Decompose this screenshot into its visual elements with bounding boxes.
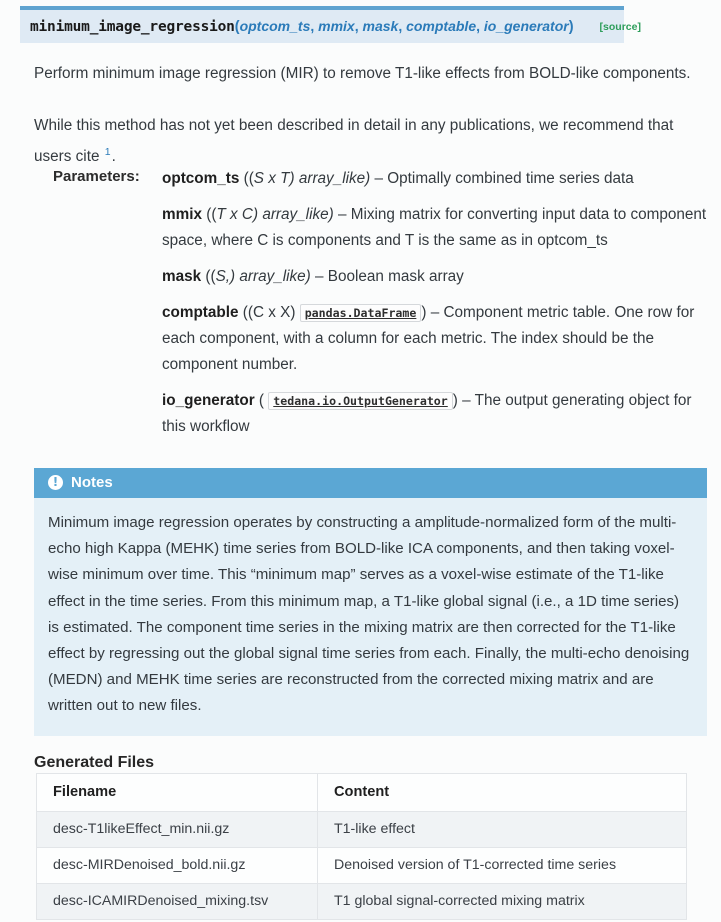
table-row <box>37 848 687 884</box>
table-row <box>37 884 687 920</box>
parameter-description: Mixing matrix for converting input data to component space, where C is components and T is the same as in optcom_ts <box>162 206 707 249</box>
parameter-item-io-generator <box>162 388 710 440</box>
parameter-type: ((S x T) array_like) <box>243 170 371 187</box>
parameter-description: Component metric table. One row for each component, with a column for each metric. The index should be the component number. <box>162 304 695 373</box>
description-paragraph-2-period: . <box>111 148 116 166</box>
parameter-item-mmix <box>162 202 710 254</box>
info-circle-icon: ! <box>48 475 63 490</box>
signature-separator: , <box>354 18 363 34</box>
cell-content: T1 global signal-corrected mixing matrix <box>318 884 687 920</box>
notes-admonition-body: Minimum image regression operates by constructing a amplitude-normalized form of the multi-echo high Kappa (MEHK) time series from BOLD-like ICA components, and then taking voxel-wise minimum over time. This “minimum map” serves as a voxel-wise estimate of the T1-like effect in the time series. From this minimum map, a T1-like global signal (i.e., a 1D time series) is estimated. The component time series in the mixing matrix are then corrected for the T1-like effect by regressing out the global signal time series from each. Finally, the multi-echo denoising (MEDN) and MEHK time series are reconstructed from the corrected mixing matrix and are written out to new files. <box>48 514 690 715</box>
parameter-item-comptable <box>162 300 710 378</box>
parameter-name: optcom_ts <box>162 170 240 187</box>
signature-close-paren: ) <box>568 19 574 35</box>
cell-filename: desc-T1likeEffect_min.nii.gz <box>37 812 318 848</box>
description-paragraph-2-text: While this method has not yet been described in detail in any publications, we recommend that users cite <box>34 117 674 166</box>
function-name: minimum_image_regression <box>30 19 235 35</box>
notes-admonition <box>34 468 707 736</box>
description-paragraph-2 <box>34 113 710 170</box>
column-header-filename: Filename <box>37 774 318 812</box>
parameter-item-optcom-ts <box>162 166 710 192</box>
table-head <box>37 774 687 812</box>
description-paragraph-1: Perform minimum image regression (MIR) to remove T1-like effects from BOLD-like components. <box>34 65 691 83</box>
signature-param-io-generator: io_generator <box>483 18 569 34</box>
parameter-name: io_generator <box>162 392 255 409</box>
parameter-type: ((T x C) array_like) <box>206 206 334 223</box>
parameter-type-close: ) <box>421 304 427 321</box>
parameter-type-close: ) <box>452 392 458 409</box>
parameter-name: comptable <box>162 304 239 321</box>
parameter-type: ((S,) array_like) <box>205 268 311 285</box>
cell-filename: desc-ICAMIRDenoised_mixing.tsv <box>37 884 318 920</box>
signature-param-optcom-ts: optcom_ts <box>239 18 311 34</box>
parameter-description: The output generating object for this workflow <box>162 392 692 435</box>
parameters-list <box>162 166 710 440</box>
footnote-reference-1[interactable]: 1 <box>104 146 111 159</box>
parameter-description: Boolean mask array <box>327 268 464 285</box>
parameter-dash: – <box>337 206 347 223</box>
parameter-dash: – <box>430 304 440 321</box>
parameter-dash: – <box>374 170 384 187</box>
parameter-type-open: ( <box>258 392 265 409</box>
column-header-content: Content <box>318 774 687 812</box>
cell-filename: desc-MIRDenoised_bold.nii.gz <box>37 848 318 884</box>
parameter-dash: – <box>315 268 324 285</box>
table-row <box>37 812 687 848</box>
cell-content: Denoised version of T1-corrected time series <box>318 848 687 884</box>
signature-param-mask: mask <box>362 18 399 34</box>
generated-files-table <box>36 773 687 920</box>
parameters-section <box>34 166 710 440</box>
parameter-name: mask <box>162 268 202 285</box>
code-reference-pandas-dataframe[interactable]: pandas.DataFrame <box>300 304 422 322</box>
code-reference-tedana-outputgenerator[interactable]: tedana.io.OutputGenerator <box>268 392 453 410</box>
signature-separator: , <box>398 18 407 34</box>
signature-separator: , <box>476 18 484 34</box>
notes-admonition-title <box>34 468 707 498</box>
parameter-type-open: ((C x X) <box>242 304 296 321</box>
generated-files-heading: Generated Files <box>34 754 155 771</box>
signature-separator: , <box>310 18 319 34</box>
signature-param-mmix: mmix <box>318 18 355 34</box>
function-signature <box>20 6 641 43</box>
source-link[interactable]: [source] <box>599 21 641 33</box>
parameter-dash: – <box>462 392 471 409</box>
table-body <box>37 812 687 920</box>
parameter-name: mmix <box>162 206 202 223</box>
signature-param-comptable: comptable <box>406 18 477 34</box>
notes-title-text: Notes <box>71 474 113 491</box>
table-header-row <box>37 774 687 812</box>
parameter-description: Optimally combined time series data <box>387 170 634 187</box>
parameter-item-mask <box>162 264 710 290</box>
signature-open-paren: ( <box>234 19 240 35</box>
parameters-label: Parameters: <box>53 168 140 185</box>
cell-content: T1-like effect <box>318 812 687 848</box>
